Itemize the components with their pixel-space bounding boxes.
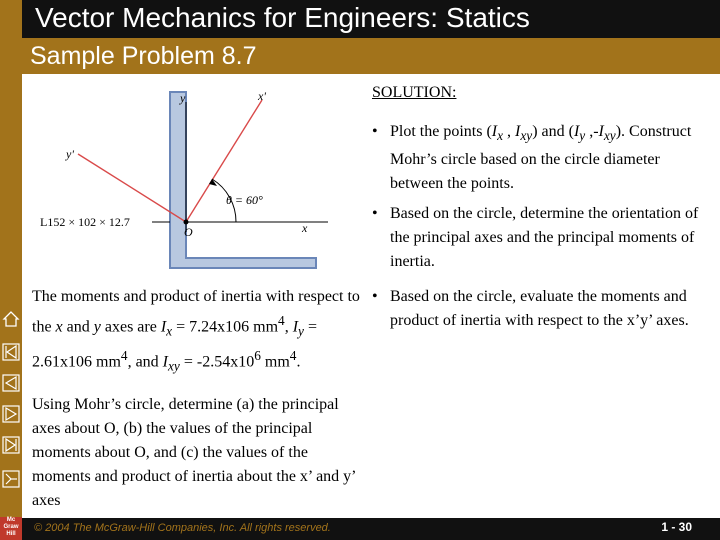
home-icon[interactable] (2, 310, 20, 328)
publisher-logo: Mc Graw Hill (0, 517, 22, 540)
exit-icon[interactable] (2, 470, 20, 488)
sidebar (0, 0, 22, 540)
first-slide-icon[interactable] (2, 343, 20, 361)
bullet-dot: • (372, 288, 378, 305)
origin-point (184, 220, 189, 225)
problem-question: Using Mohr’s circle, determine (a) the principal axes about O, (b) the values of the principal moments about O, and (c) the values of the moments and product of inertia about the x’ and y’ axes (32, 396, 356, 509)
previous-slide-icon[interactable] (2, 374, 20, 392)
angle-section-figure (36, 82, 356, 272)
bullet-dot: • (372, 123, 378, 140)
title-bar (22, 0, 720, 38)
y-prime-label: y' (66, 147, 74, 161)
y-axis-label: y (180, 91, 186, 105)
footer-bar (22, 518, 720, 540)
bullet-text-1: Plot the points ($I_x$ , $I_{xy}$) and ($I_y$ $,-I_{xy}$). Construct Mohr’s circle based on the circle diameter between the points. (390, 123, 692, 193)
page-number: 1 - 30 (661, 520, 692, 534)
page-title: Vector Mechanics for Engineers: Statics (35, 2, 530, 33)
angle-label: θ = 60° (226, 193, 263, 207)
x-axis-label: x (302, 221, 308, 235)
copyright-text: © 2004 The McGraw-Hill Companies, Inc. All rights reserved. (34, 522, 331, 534)
origin-label: O (184, 225, 193, 239)
bullet-text-2: Based on the circle, determine the orientation of the principal axes and the principal moments of inertia. (390, 205, 699, 270)
x-prime-label: x' (258, 89, 266, 103)
slide-subtitle: Sample Problem 8.7 (30, 42, 257, 70)
bullet-text-3: Based on the circle, evaluate the moments and product of inertia with respect to the x’y’ axes. (390, 288, 689, 329)
problem-statement: The moments and product of inertia with respect to the x and y axes are $I_x = 7.24x106$ $mm^4$, $I_y = 2.61x106$ $mm^4$, and $I_{xy} = -2.54x10^6$ $mm^4$. (32, 288, 360, 374)
solution-heading: SOLUTION: (372, 84, 457, 101)
last-slide-icon[interactable] (2, 436, 20, 454)
subtitle-bar (22, 38, 720, 74)
bullet-dot: • (372, 205, 378, 222)
section-label: L152 × 102 × 12.7 (40, 215, 130, 229)
angle-section (170, 92, 316, 268)
next-slide-icon[interactable] (2, 405, 20, 423)
